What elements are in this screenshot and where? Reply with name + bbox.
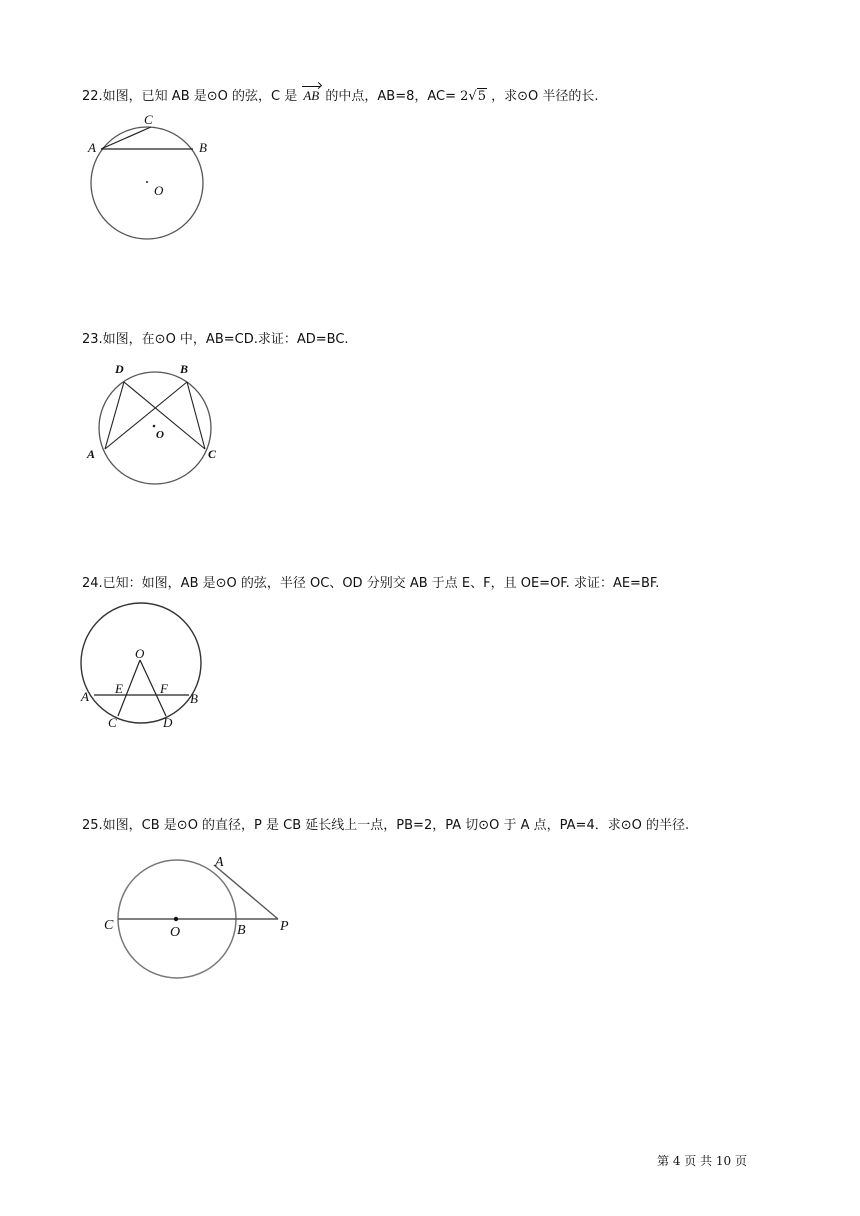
label-b: B [199, 140, 207, 155]
label-c: C [208, 447, 217, 461]
center-dot [174, 917, 178, 921]
question-25-text: 25.如图，CB 是⊙O 的直径，P 是 CB 延长线上一点，PB=2，PA 切⊙O 于 A 点，PA=4．求⊙O 的半径. [82, 818, 690, 833]
q22-text-part-1: 22.如图，已知 AB 是⊙O 的弦，C 是 [82, 89, 302, 104]
label-c: C [108, 715, 117, 730]
label-b: B [190, 691, 198, 706]
circle-o [99, 372, 211, 484]
sqrt-expression: 2√5 [460, 89, 486, 104]
sqrt-coefficient: 2 [460, 89, 469, 104]
sqrt-radicand: 5 [477, 89, 486, 104]
label-o: O [156, 429, 164, 441]
tangent-pa [214, 865, 278, 919]
figure-22 [80, 108, 230, 248]
label-o: O [170, 925, 181, 940]
label-e: E [115, 681, 123, 696]
q22-text-part-3: ，求⊙O 半径的长. [486, 89, 599, 104]
label-b: B [237, 923, 246, 938]
question-24-text: 24.已知：如图，AB 是⊙O 的弦，半径 OC、OD 分别交 AB 于点 E、F，且 OE=OF. 求证：AE=BF. [82, 576, 660, 591]
figure-24 [78, 600, 218, 735]
label-a: A [81, 689, 89, 704]
label-o: O [154, 183, 164, 198]
label-c: C [104, 918, 114, 933]
figure-25 [100, 850, 300, 985]
center-dot [146, 181, 148, 183]
question-23-text: 23.如图，在⊙O 中，AB=CD.求证：AD=BC. [82, 332, 349, 347]
label-f: F [160, 681, 168, 696]
figure-23 [80, 360, 230, 485]
chord-dc [124, 382, 205, 449]
label-b: B [180, 362, 189, 376]
label-p: P [280, 919, 289, 934]
label-o: O [135, 646, 145, 661]
label-c: C [144, 112, 153, 127]
q22-text-part-2: 的中点，AB=8，AC= [321, 89, 461, 104]
page-footer: 第 4 页 共 10 页 [657, 1154, 747, 1168]
label-a: A [88, 140, 96, 155]
label-d: D [115, 362, 124, 376]
center-dot [153, 425, 156, 428]
arc-ab: AB [303, 88, 320, 103]
label-a: A [87, 447, 96, 461]
question-22-text [82, 87, 599, 106]
chord-bc [187, 382, 205, 449]
chord-ac [101, 127, 151, 149]
chord-ba [105, 382, 187, 449]
chord-da [105, 382, 124, 449]
label-a: A [215, 855, 224, 870]
label-d: D [163, 715, 173, 730]
